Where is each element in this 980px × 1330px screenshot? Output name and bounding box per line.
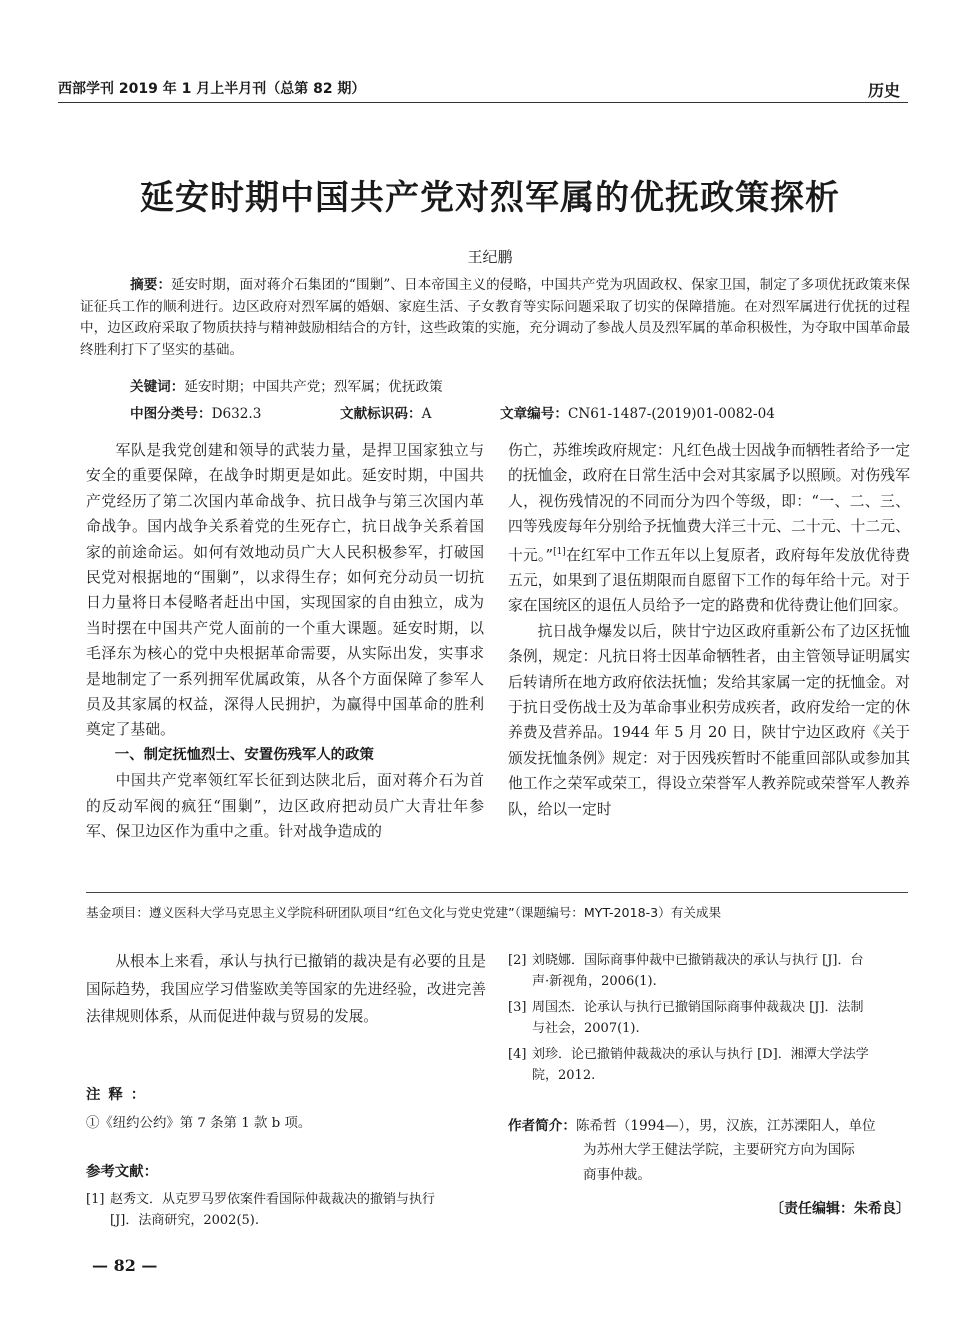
paragraph-text: 伤亡，苏维埃政府规定：凡红色战士因战争而牺牲者给予一定的抚恤金，政府在日常生活中会对其家属予以照顾。对伤残军人，视伤残情况的不同而分为四个等级，即：“一、二、三、四等残废每年分别给予抚恤费大洋三十元、二十元、十二元、十元。”: [508, 442, 910, 564]
reference-number: [3]: [508, 1000, 527, 1015]
class-number-label: 中图分类号：: [130, 406, 212, 422]
footnote-divider: [86, 892, 908, 893]
keywords-label: 关键词：: [130, 379, 185, 395]
citation-marker: [1]: [553, 546, 566, 557]
article-number-value: CN61-1487-(2019)01-0082-04: [567, 406, 775, 422]
reference-item: [86, 1189, 486, 1231]
reference-text: 周国杰．论承认与执行已撤销国际商事仲裁裁决 [J]．法制: [532, 1000, 864, 1015]
page-number: — 82 —: [92, 1256, 158, 1275]
header-divider: [58, 102, 908, 103]
note-item: ①《纽约公约》第 7 条第 1 款 b 项。: [86, 1116, 312, 1131]
responsible-editor: 〔责任编辑：朱希良〕: [770, 1201, 910, 1217]
author-bio-text: 商事仲裁。: [583, 1166, 651, 1183]
references-heading: 参考文献：: [86, 1164, 158, 1180]
body-paragraph: 抗日战争爆发以后，陕甘宁边区政府重新公布了边区抚恤条例，规定：凡抗日将士因革命牺牲者，由主管领导证明属实后转请所在地方政府依法抚恤；发给其家属一定的抚恤金。对于抗日受伤战士及为革命事业积劳成疾者，政府发给一定的休养费及营养品。1944 年 5 月 20 日，陕甘宁边区政府《关于颁发抚恤条例》规定：对于因残疾暂时不能重回部队或参加其他工作之荣军或荣工，得设立荣誉军人教养院或荣誉军人教养队，给以一定时: [508, 622, 910, 818]
reference-text: 刘珍．论已撤销仲裁裁决的承认与执行 [D]．湘潭大学法学: [532, 1047, 869, 1062]
reference-text: 声·新视角，2006(1).: [532, 974, 657, 989]
previous-article-tail: [86, 948, 486, 1031]
funding-note: 基金项目：遵义医科大学马克思主义学院科研团队项目“红色文化与党史党建”（课题编号：MYT-2018-3）有关成果: [86, 905, 722, 920]
body-paragraph: 军队是我党创建和领导的武装力量，是捍卫国家独立与安全的重要保障，在战争时期更是如此。延安时期，中国共产党经历了第二次国内革命战争、抗日战争与第三次国内革命战争。国内战争关系着党的生死存亡，抗日战争关系着国家的前途命运。如何有效地动员广大人民积极参军，打破国民党对根据地的“围剿”，以求得生存；如何充分动员一切抗日力量将日本侵略者赶出中国，实现国家的自由独立，成为当时摆在中国共产党人面前的一个重大课题。延安时期，以毛泽东为核心的党中央根据革命需要，从实际出发，实事求是地制定了一系列拥军优属政策，从各个方面保障了参军人员及其家属的权益，深得人民拥护，为赢得中国革命的胜利奠定了基础。: [86, 442, 484, 739]
body-paragraph: [508, 438, 910, 619]
section-name: 历史: [867, 81, 900, 100]
abstract-label: 摘要：: [130, 277, 172, 293]
reference-item: [508, 950, 910, 992]
document-code-label: 文献标识码：: [340, 406, 422, 422]
body-paragraph: 中国共产党率领红军长征到达陕北后，面对蒋介石为首的反动军阀的疯狂“围剿”，边区政府把动员广大青壮年参军、保卫边区作为重中之重。针对战争造成的: [86, 772, 484, 841]
author-name: 王纪鹏: [467, 248, 513, 266]
journal-issue-info: 西部学刊 2019 年 1 月上半月刊（总第 82 期）: [58, 81, 366, 97]
keywords-text: 延安时期；中国共产党；烈军属；优抚政策: [184, 379, 443, 395]
reference-text: 院，2012.: [532, 1068, 596, 1083]
classification-line: [130, 402, 910, 422]
body-left-column: [86, 438, 484, 845]
section-heading: 一、制定抚恤烈士、安置伤残军人的政策: [114, 746, 374, 763]
reference-item: [508, 997, 910, 1039]
references-continued: [508, 950, 910, 1091]
abstract-text: 延安时期，面对蒋介石集团的“围剿”、日本帝国主义的侵略，中国共产党为巩固政权、保家卫国，制定了多项优抚政策来保证征兵工作的顺利进行。边区政府对烈军属的婚姻、家庭生活、子女教育等实际问题采取了切实的保障措施。在对烈军属进行优抚的过程中，边区政府采取了物质扶持与精神鼓励相结合的方针，这些政策的实施，充分调动了参战人员及烈军属的革命积极性，为夺取中国革命最终胜利打下了坚实的基础。: [80, 277, 910, 359]
author-bio-label: 作者简介：: [508, 1118, 576, 1134]
running-header: [58, 78, 900, 102]
reference-text: [J]．法商研究，2002(5).: [110, 1213, 259, 1228]
article-number: [500, 402, 775, 422]
abstract: [80, 275, 910, 362]
class-number: [130, 402, 261, 422]
paragraph-text: 在红军中工作五年以上复原者，政府每年发放优待费五元，如果到了退伍期限而自愿留下工作的每年给十元。对于家在国统区的退伍人员给予一定的路费和优待费让他们回家。: [508, 546, 910, 615]
class-number-value: D632.3: [211, 406, 262, 422]
body-paragraph: 从根本上来看，承认与执行已撤销的裁决是有必要的且是国际趋势，我国应学习借鉴欧美等国家的先进经验，改进完善法律规则体系，从而促进仲裁与贸易的发展。: [86, 953, 486, 1025]
body-right-column: [508, 438, 910, 822]
document-code: [340, 402, 431, 422]
author-bio: [508, 1114, 910, 1187]
author-bio-text: 为苏州大学王健法学院，主要研究方向为国际: [583, 1142, 855, 1159]
reference-number: [4]: [508, 1047, 527, 1062]
article-title: 延安时期中国共产党对烈军属的优抚政策探析: [140, 178, 840, 218]
author-bio-text: 陈希哲（1994—），男，汉族，江苏溧阳人，单位: [575, 1118, 876, 1134]
reference-item: [508, 1044, 910, 1086]
keywords: [130, 375, 443, 395]
article-number-label: 文章编号：: [500, 406, 568, 422]
reference-text: 赵秀文．从克罗马罗依案件看国际仲裁裁决的撤销与执行: [110, 1192, 436, 1207]
reference-text: 刘晓娜．国际商事仲裁中已撤销裁决的承认与执行 [J]．台: [532, 953, 864, 968]
reference-number: [2]: [508, 953, 527, 968]
reference-text: 与社会，2007(1).: [532, 1021, 640, 1036]
notes-heading: 注释：: [86, 1087, 154, 1103]
document-code-value: A: [421, 406, 432, 422]
reference-number: [1]: [86, 1192, 105, 1207]
